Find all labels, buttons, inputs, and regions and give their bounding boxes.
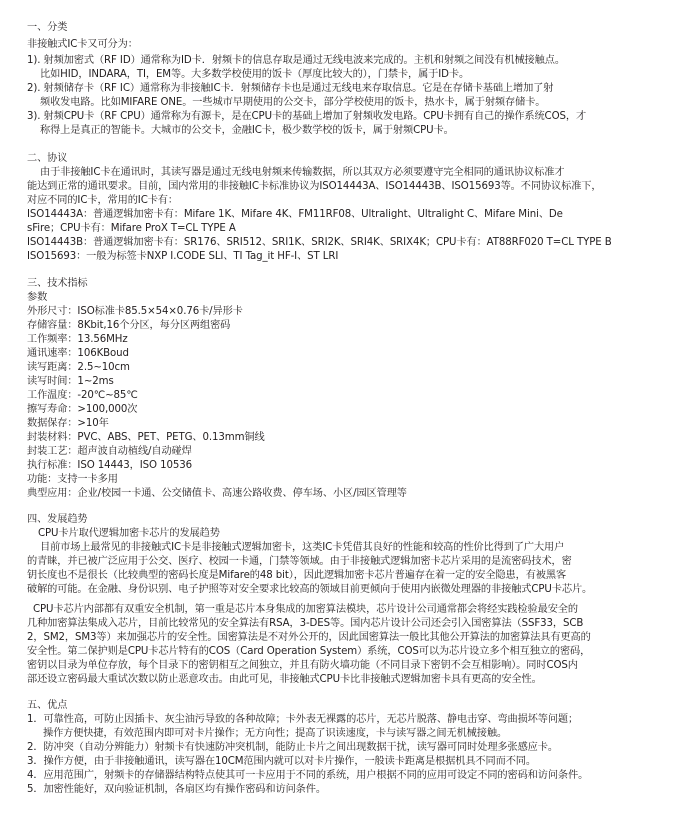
section-4-line: 钥长度也不是很长（比较典型的密码长度是Mifare的48 bit），因此逻辑加密卡芯片普遍存在着一定的安全隐患，有被黑客 [27,570,567,581]
section-4-line: 破解的可能。在金融、身份识别、电子护照等对安全要求比较高的领域目前更倾向于使用内嵌微处理器的非接触式CPU卡芯片。 [27,584,593,595]
section-4-line: CPU卡芯片内部都有双重安全机制，第一重是芯片本身集成的加密算法模块，芯片设计公司通常都会将经实践检验最安全的 [33,604,578,615]
section-3-heading: 三、技术指标 [27,278,88,289]
section-2-line: 对应不同的IC卡，常用的IC卡有： [27,195,178,206]
section-1-line: 频收发电路。比如MIFARE ONE。一些城市早期使用的公交卡，部分学校使用的饭卡，热水卡，属于射频存储卡。 [40,97,546,108]
spec-line: 数据保存：>10年 [27,418,109,429]
section-4-subheading: CPU卡片取代逻辑加密卡芯片的发展趋势 [38,528,220,539]
spec-line: 读写距离：2.5~10cm [27,362,130,373]
advantage-line: 4．应用范围广，射频卡的存储器结构特点使其可一卡应用于不同的系统，用户根据不同的应用可设定不同的密码和访问条件。 [27,770,589,781]
section-1-line: 1). 射频加密式（RF ID）通常称为ID卡．射频卡的信息存取是通过无线电波来完成的。主机和射频之间没有机械接触点。 [27,55,565,66]
section-2-line: sFire；CPU卡有：Mifare ProX T=CL TYPE A [27,223,236,234]
section-2-line: ISO15693：一般为标签卡NXP I.CODE SLI、TI Tag_it HF-I、ST LRI [27,251,339,262]
spec-line: 功能：支持一卡多用 [27,474,118,485]
section-5-heading: 五、优点 [27,700,68,711]
spec-line: 外形尺寸：ISO标准卡85.5×54×0.76卡/异形卡 [27,306,243,317]
spec-line: 工作温度：-20℃~85℃ [27,390,138,401]
section-3-subheading: 参数 [27,292,48,303]
section-2-line: 由于非接触IC卡在通讯时，其读写器是通过无线电射频来传输数据，所以其双方必须要遵守完全相同的通讯协议标准才 [40,167,565,178]
spec-line: 擦写寿命：>100,000次 [27,404,138,415]
spec-line: 封装材料：PVC、ABS、PET、PETG、0.13mm铜线 [27,432,265,443]
section-1-intro: 非接触式IC卡又可分为： [27,39,138,50]
section-4-line: 安全性。第二保护则是CPU卡芯片特有的COS（Card Operation System）系统，COS可以为芯片设立多个相互独立的密码， [27,646,591,657]
section-1-line: 比如HID，INDARA，TI，EM等。大多数学校使用的饭卡（厚度比较大的），门禁卡，属于ID卡。 [40,69,470,80]
section-4-line: 的青睐，并已被广泛应用于公交、医疗、校园一卡通，门禁等领域。由于非接触式逻辑加密卡芯片采用的是流密码技术，密 [27,556,572,567]
section-1-line: 称得上是真正的智能卡。大城市的公交卡，金融IC卡，极少数学校的饭卡，属于射频CPU卡。 [40,125,454,136]
section-2-line: ISO14443A：普通逻辑加密卡有：Mifare 1K、Mifare 4K、FM11RF08、Ultralight、Ultralight C、Mifare Mini、De [27,209,563,220]
spec-line: 工作频率：13.56MHz [27,334,128,345]
section-2-heading: 二、协议 [27,153,68,164]
section-4-line: 密钥以目录为单位存放，每个目录下的密钥相互之间独立，并且有防火墙功能（不同目录下密钥不会互相影响）。同时COS内 [27,660,578,671]
spec-line: 封装工艺：超声波自动植线/自动碰焊 [27,446,192,457]
section-4-line: 部还设立密码最大重试次数以防止恶意攻击。由此可见，非接触式CPU卡比非接触式逻辑加密卡具有更高的安全性。 [27,674,542,685]
spec-line: 存储容量：8Kbit,16个分区，每分区两组密码 [27,320,231,331]
section-1-line: 3). 射频CPU卡（RF CPU）通常称为有源卡，是在CPU卡的基础上增加了射频收发电路。CPU卡拥有自己的操作系统COS，才 [27,111,587,122]
section-2-line: 能达到正常的通讯要求。目前，国内常用的非接触IC卡标准协议为ISO14443A、ISO14443B、ISO15693等。不同协议标准下， [27,181,602,192]
spec-line: 典型应用：企业/校园一卡通、公交储值卡、高速公路收费、停车场、小区/园区管理等 [27,488,407,499]
section-1-heading: 一、分类 [27,22,68,33]
spec-line: 执行标准：ISO 14443，ISO 10536 [27,460,192,471]
section-4-line: 2，SM2，SM3等）来加强芯片的安全性。国密算法是不对外公开的，因此国密算法一般比其他公开算法的加密算法具有更高的 [27,632,591,643]
section-4-line: 目前市场上最常见的非接触式IC卡是非接触式逻辑加密卡，这类IC卡凭借其良好的性能和较高的性价比得到了广大用户 [40,542,565,553]
spec-line: 通讯速率：106KBoud [27,348,129,359]
advantage-line: 3．操作方便，由于非接触通讯，读写器在10CM范围内就可以对卡片操作，一般读卡距离是根据机具不同而不同。 [27,756,536,767]
section-4-heading: 四、发展趋势 [27,514,88,525]
spec-line: 读写时间：1~2ms [27,376,114,387]
section-2-line: ISO14443B：普通逻辑加密卡有：SR176、SRI512、SRI1K、SRI2K、SRI4K、SRIX4K；CPU卡有：AT88RF020 T=CL TYPE B [27,237,612,248]
advantage-line: 5．加密性能好，双向验证机制，各扇区均有操作密码和访问条件。 [27,784,326,795]
section-4-line: 几种加密算法集成入芯片，目前比较常见的安全算法有RSA，3-DES等。国内芯片设计公司还会引入国密算法（SSF33，SCB [27,618,584,629]
advantage-line: 2．防冲突（自动分辨能力）射频卡有快速防冲突机制，能防止卡片之间出现数据干扰，读写器可同时处理多张感应卡。 [27,742,558,753]
advantage-line: 1．可靠性高，可防止因插卡、灰尘油污导致的各种故障；卡外表无裸露的芯片，无芯片脱落、静电击穿、弯曲损坏等问题； [27,714,579,725]
section-1-line: 2). 射频储存卡（RF IC）通常称为非接触IC卡．射频储存卡也是通过无线电来存取信息。它是在存储卡基础上增加了射 [27,83,554,94]
advantage-line: 操作方便快捷，有效范围内即可对卡片操作；无方向性；提高了识读速度，卡与读写器之间无机械接触。 [43,728,508,739]
